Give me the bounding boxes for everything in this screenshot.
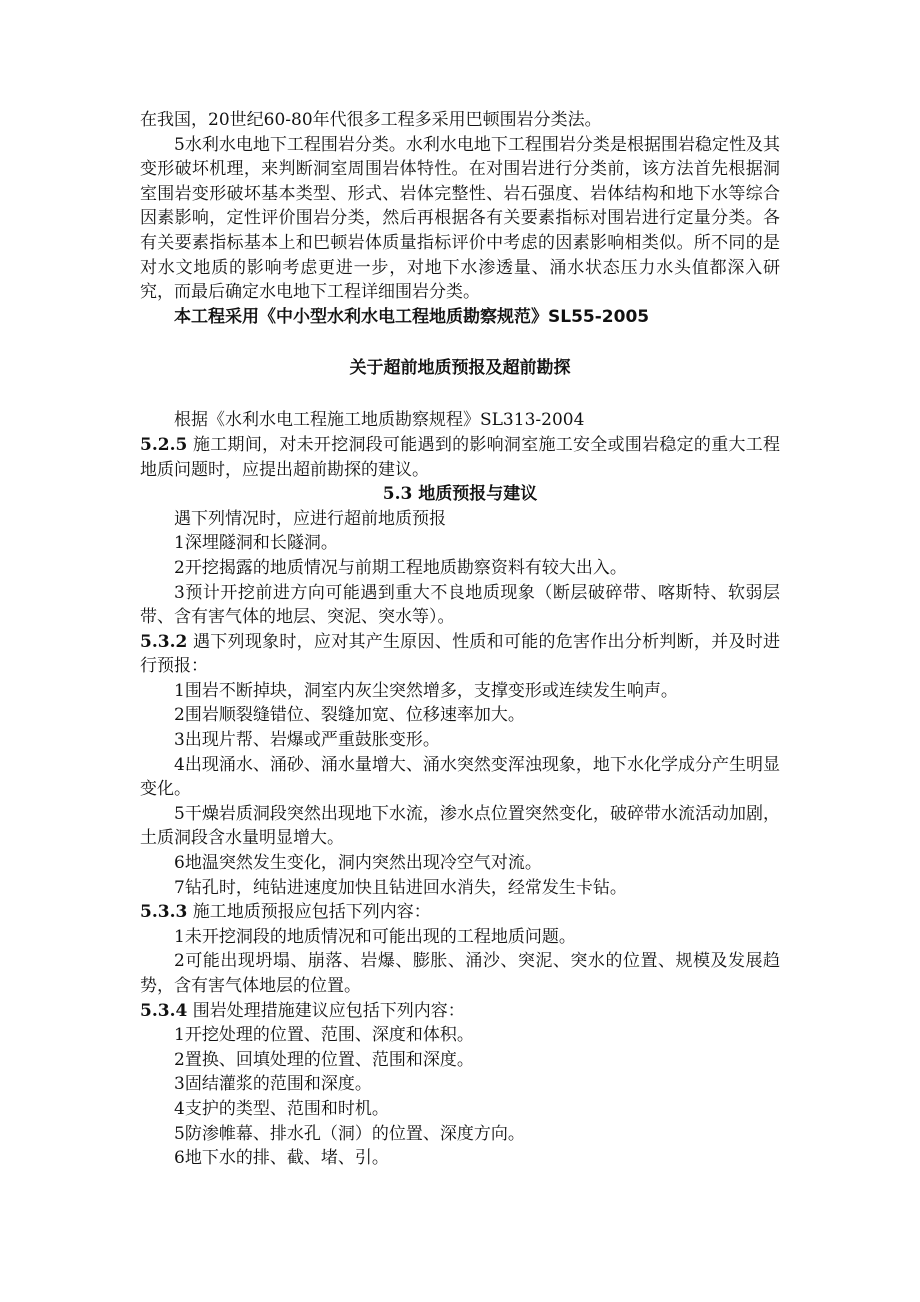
list-item: 7钻孔时，纯钻进速度加快且钻进回水消失，经常发生卡钻。 (174, 877, 627, 898)
clause-text: 围岩处理措施建议应包括下列内容： (192, 1000, 465, 1021)
clause-text: 施工期间，对未开挖洞段可能遇到的影响洞室施工安全或围岩稳定的重大工程地质问题时，应提出超前勘探的建议。 (140, 434, 781, 480)
clause-5-3-2 (140, 630, 780, 679)
section-title: 关于超前地质预报及超前勘探 (349, 358, 571, 379)
list-item: 5防渗帷幕、排水孔（洞）的位置、深度方向。 (174, 1123, 525, 1144)
list-item: 2开挖揭露的地质情况与前期工程地质勘察资料有较大出入。 (174, 557, 627, 578)
list-item: 1未开挖洞段的地质情况和可能出现的工程地质问题。 (174, 926, 576, 947)
clause-number: 5.3.2 (140, 631, 188, 652)
basis-line: 根据《水利水电工程施工地质勘察规程》SL313-2004 (174, 410, 585, 431)
intro-paragraph: 在我国，20世纪60-80年代很多工程多采用巴顿围岩分类法。 (140, 110, 602, 130)
clause-text: 遇下列现象时，应对其产生原因、性质和可能的危害作出分析判断，并及时进行预报： (140, 631, 781, 677)
list-item: 4支护的类型、范围和时机。 (174, 1098, 389, 1119)
list-item: 6地温突然发生变化，洞内突然出现冷空气对流。 (174, 853, 542, 874)
list-item: 1开挖处理的位置、范围、深度和体积。 (174, 1025, 474, 1046)
list-item: 3预计开挖前进方向可能遇到重大不良地质现象（断层破碎带、喀斯特、软弱层带、含有害气体的地层、突泥、突水等）。 (140, 582, 780, 628)
list-item: 2置换、回填处理的位置、范围和深度。 (174, 1049, 474, 1070)
standard-statement: 本工程采用《中小型水利水电工程地质勘察规范》SL55-2005 (174, 306, 650, 327)
list-item: 1深埋隧洞和长隧洞。 (174, 533, 338, 554)
list-item: 3出现片帮、岩爆或严重鼓胀变形。 (174, 730, 440, 751)
clause-5-3-3 (140, 900, 780, 925)
classification-paragraph: 5水利水电地下工程围岩分类。水利水电地下工程围岩分类是根据围岩稳定性及其变形破坏机理，来判断洞室周围岩体特性。在对围岩进行分类前，该方法首先根据洞室围岩变形破坏基本类型、形式、岩体完整性、岩石强度、岩体结构和地下水等综合因素影响，定性评价围岩分类，然后再根据各有关要素指标对围岩进行定量分类。各有关要素指标基本上和巴顿岩体质量指标评价中考虑的因素影响相类似。所不同的是对水文地质的影响考虑更进一步，对地下水渗透量、涌水状态压力水头值都深入研究，而最后确定水电地下工程详细围岩分类。 (140, 134, 780, 303)
clause-number: 5.3.3 (140, 902, 188, 923)
clause-number: 5.2.5 (140, 434, 188, 455)
list-item: 6地下水的排、截、堵、引。 (174, 1148, 389, 1169)
subsection-title: 5.3 地质预报与建议 (382, 484, 538, 505)
list-item: 1围岩不断掉块，洞室内灰尘突然增多，支撑变形或连续发生响声。 (174, 680, 678, 701)
list-item: 4出现涌水、涌砂、涌水量增大、涌水突然变浑浊现象，地下水化学成分产生明显变化。 (140, 754, 780, 800)
list-item: 2可能出现坍塌、崩落、岩爆、膨胀、涌沙、突泥、突水的位置、规模及发展趋势，含有害气体地层的位置。 (140, 951, 780, 996)
clause-number: 5.3.4 (140, 1000, 188, 1021)
list-item: 3固结灌浆的范围和深度。 (174, 1074, 372, 1095)
clause-5-3-intro: 遇下列情况时，应进行超前地质预报 (174, 508, 446, 529)
list-item: 2围岩顺裂缝错位、裂缝加宽、位移速率加大。 (174, 705, 525, 726)
clause-text: 施工地质预报应包括下列内容： (192, 902, 431, 923)
clause-5-2-5 (140, 433, 780, 482)
clause-5-3-4 (140, 999, 780, 1024)
list-item: 5干燥岩质洞段突然出现地下水流，渗水点位置突然变化，破碎带水流活动加剧，土质洞段含水量明显增大。 (140, 803, 780, 849)
